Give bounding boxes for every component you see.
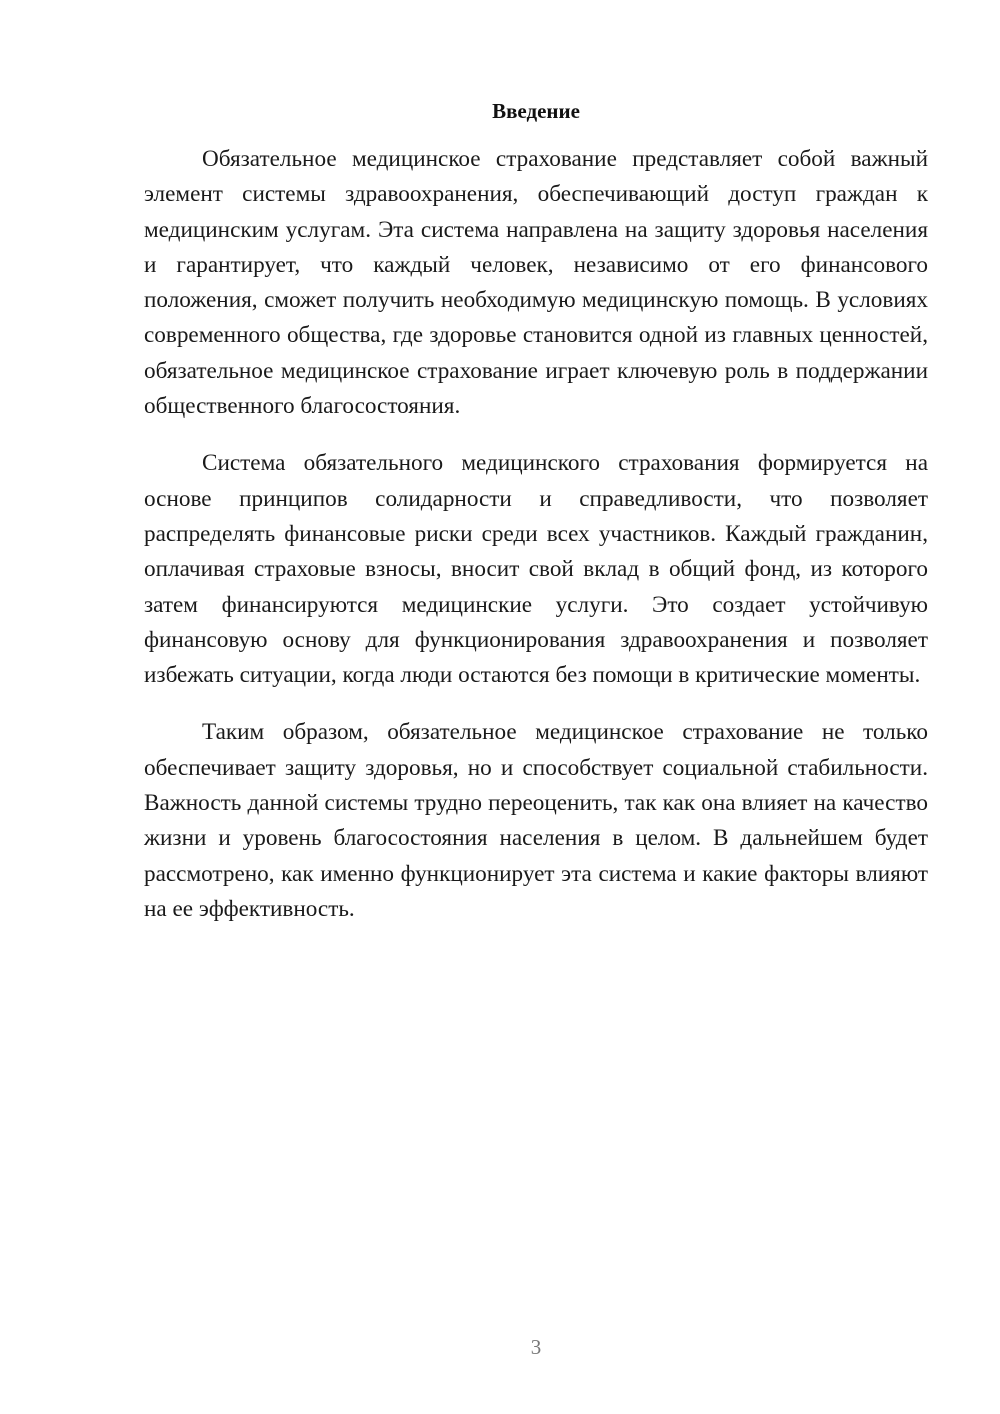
page-content	[144, 96, 928, 927]
paragraph-1: Обязательное медицинское страхование представляет собой важный элемент системы здравоохранения, обеспечивающий доступ граждан к медицинским услугам. Эта система направлена на защиту здоровья населения и гарантирует, что каждый человек, независимо от его финансового положения, сможет получить необходимую медицинскую помощь. В условиях современного общества, где здоровье становится одной из главных ценностей, обязательное медицинское страхование играет ключевую роль в поддержании общественного благосостояния.	[144, 146, 928, 420]
section-title: Введение	[492, 99, 580, 123]
page-number: 3	[530, 1335, 542, 1359]
paragraph-2: Система обязательного медицинского страхования формируется на основе принципов солидарности и справедливости, что позволяет распределять финансовые риски среди всех участников. Каждый гражданин, оплачивая страховые взносы, вносит свой вклад в общий фонд, из которого затем финансируются медицинские услуги. Это создает устойчивую финансовую основу для функционирования здравоохранения и позволяет избежать ситуации, когда люди остаются без помощи в критические моменты.	[144, 450, 928, 689]
paragraph-3: Таким образом, обязательное медицинское страхование не только обеспечивает защиту здоровья, но и способствует социальной стабильности. Важность данной системы трудно переоценить, так как она влияет на качество жизни и уровень благосостояния населения в целом. В дальнейшем будет рассмотрено, как именно функционирует эта система и какие факторы влияют на ее эффективность.	[144, 719, 928, 922]
